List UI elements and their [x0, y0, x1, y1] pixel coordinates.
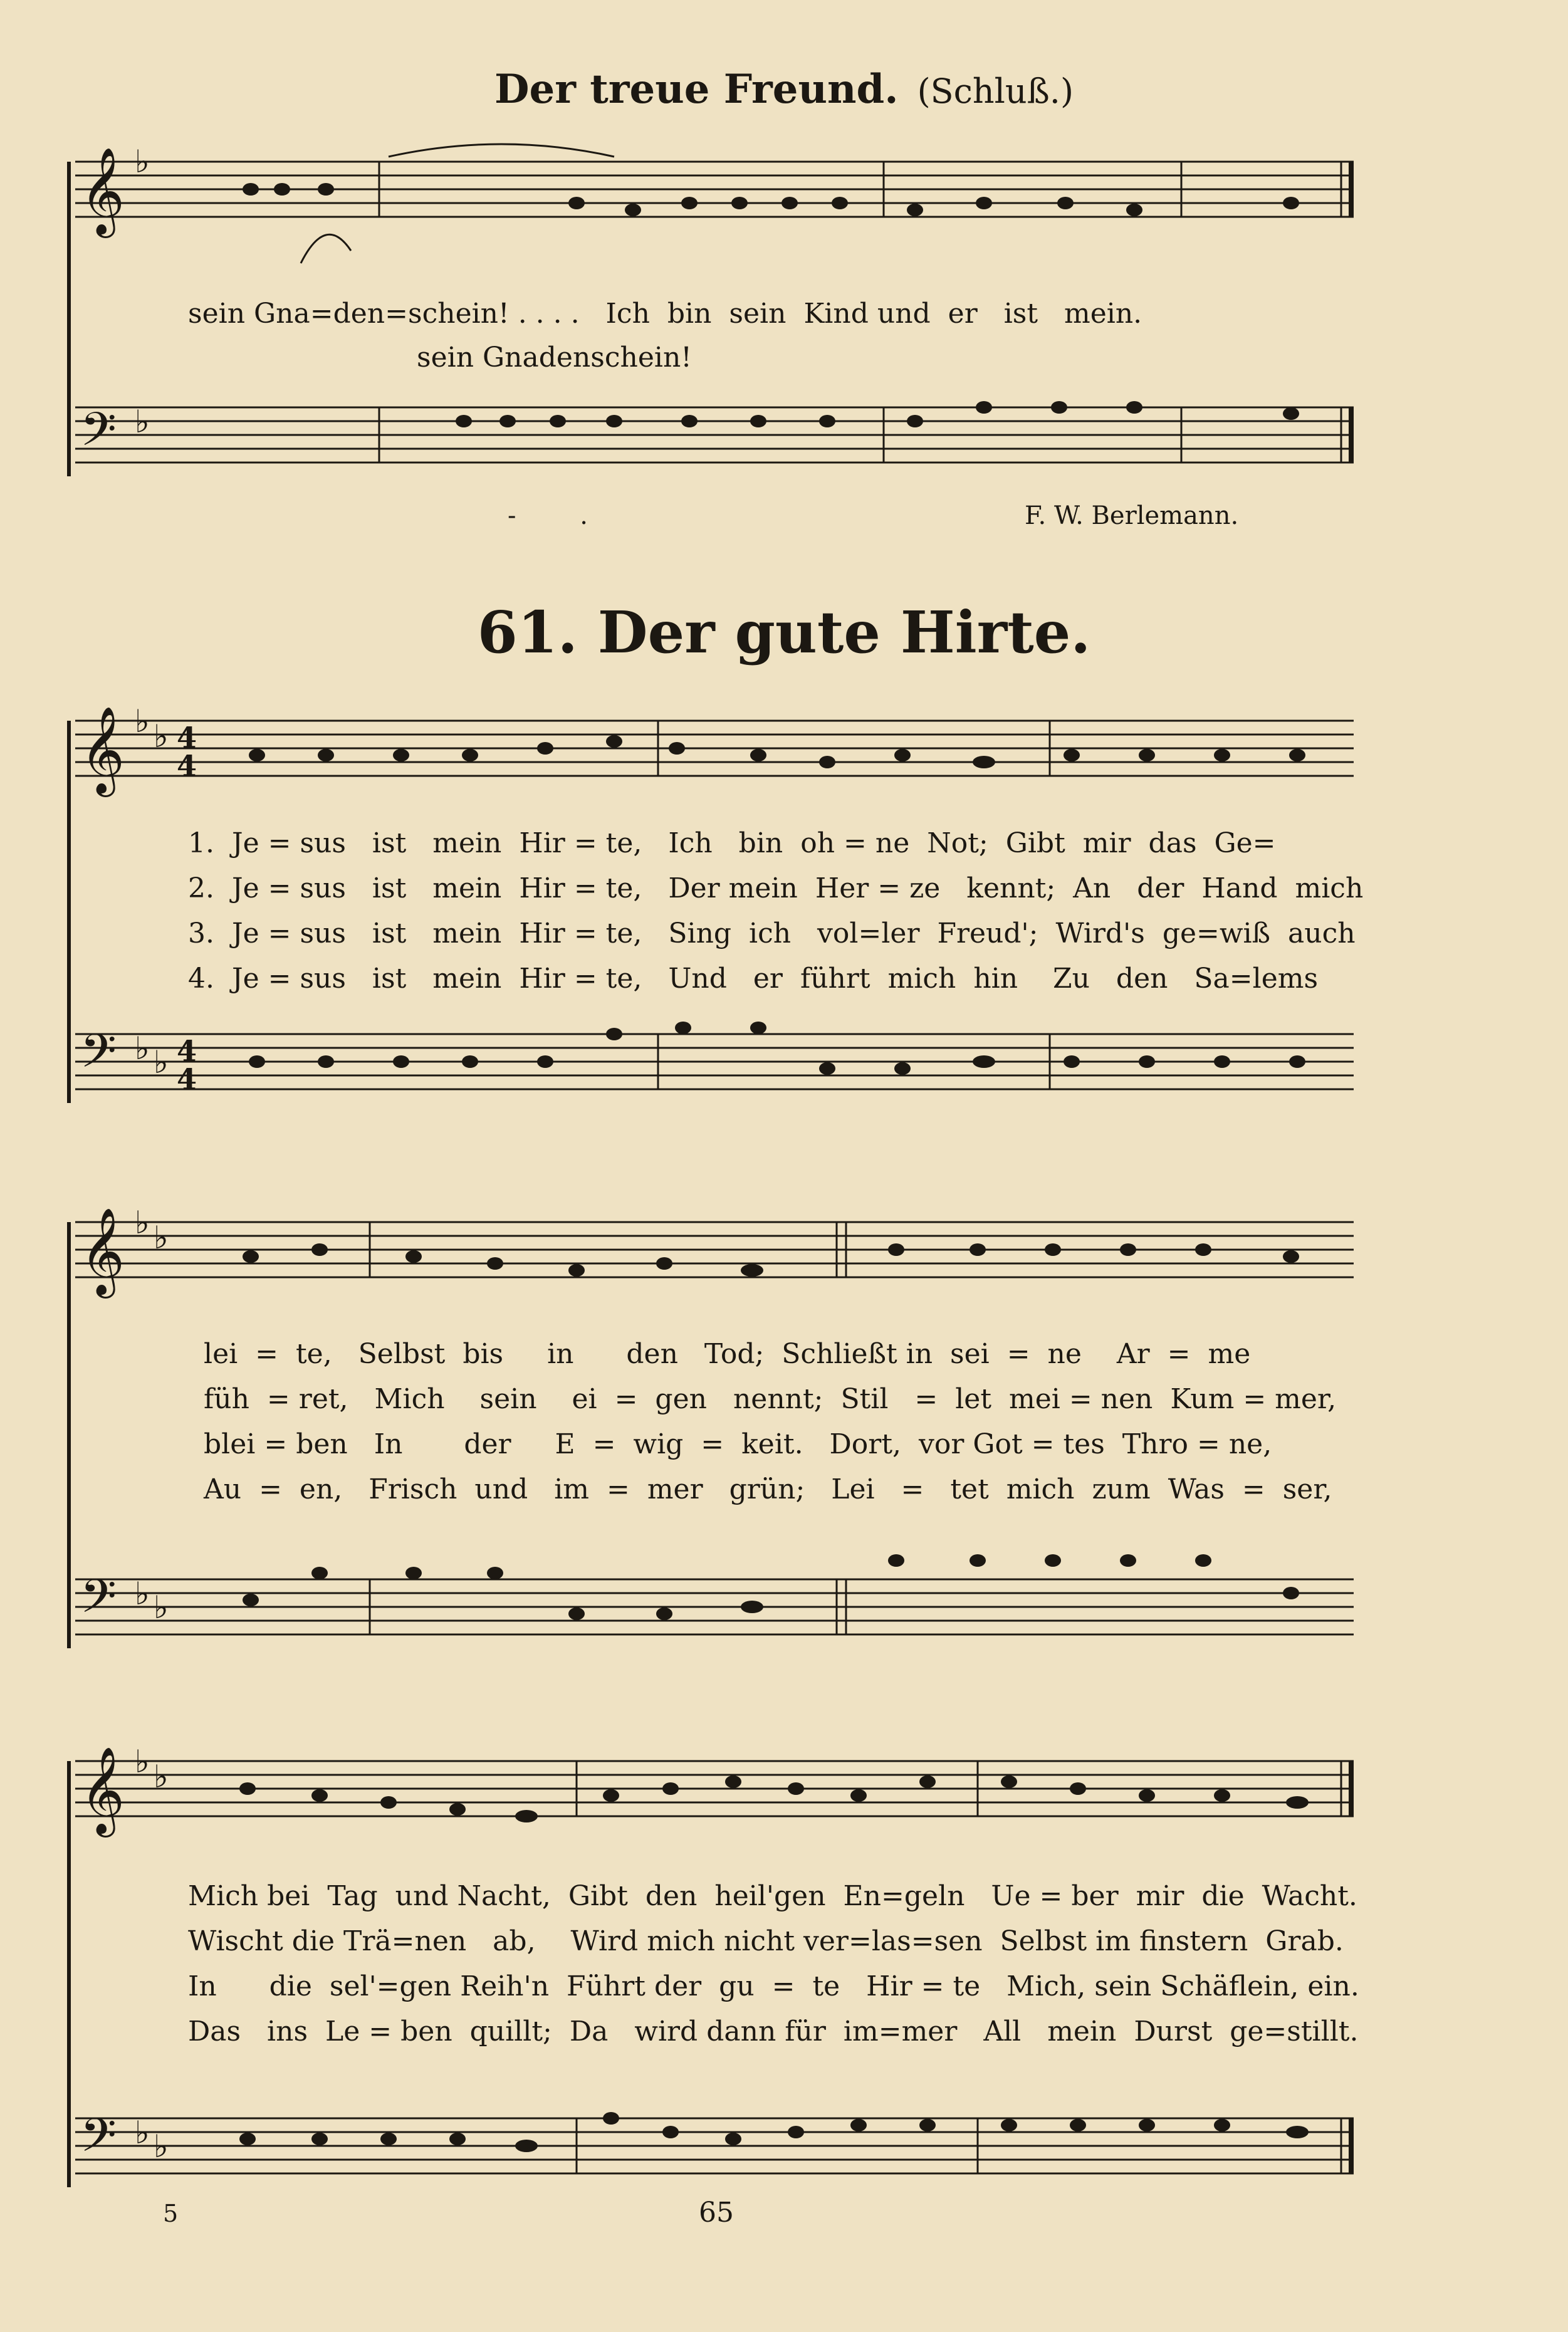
verse-line-s3-3: In die sel'=gen Reih'n Führt der gu = te Hir = te Mich, sein Schäflein, ein. [188, 1970, 1359, 2002]
page-number: 65 [699, 2197, 734, 2229]
verse-line-s1-2: 2. Je = sus ist mein Hir = te, Der mein Her = ze kennt; An der Hand mich [188, 872, 1364, 904]
previous-hymn-title-text: Der treue Freund. [494, 66, 899, 113]
svg-text:♭: ♭ [135, 404, 150, 440]
svg-text:𝄞: 𝄞 [80, 1208, 125, 1295]
svg-text:♭: ♭ [154, 2128, 169, 2165]
previous-hymn-continuation: (Schluß.) [917, 71, 1074, 111]
svg-text:♭: ♭ [154, 1589, 169, 1626]
hymn-title: 61. Der gute Hirte. [477, 599, 1091, 666]
prev-treble-staff [75, 162, 1354, 217]
verse-line-s2-3: blei = ben In der E = wig = keit. Dort, vor Got = tes Thro = ne, [204, 1428, 1272, 1460]
svg-text:4: 4 [177, 1062, 197, 1096]
s3-bass [75, 2118, 1354, 2173]
svg-text:♭: ♭ [135, 1576, 150, 1612]
svg-text:♭: ♭ [135, 144, 150, 180]
svg-text:𝄢: 𝄢 [80, 2108, 117, 2174]
verse-line-s2-2: füh = ret, Mich sein ei = gen nennt; Stil = let mei = nen Kum = mer, [204, 1383, 1337, 1415]
svg-text:𝄞: 𝄞 [80, 1747, 125, 1834]
svg-text:4: 4 [177, 721, 197, 755]
s1-bass [75, 1034, 1354, 1089]
previous-hymn-title [0, 66, 1568, 113]
previous-hymn-marks: - . [508, 501, 588, 530]
svg-text:𝄞: 𝄞 [80, 147, 125, 234]
svg-text:♭: ♭ [135, 2115, 150, 2151]
s2-bass [75, 1579, 1354, 1634]
verse-line-s3-4: Das ins Le = ben quillt; Da wird dann für im=mer All mein Durst ge=stillt. [188, 2016, 1359, 2047]
signature-mark: 5 [163, 2200, 179, 2227]
svg-text:𝄢: 𝄢 [80, 1024, 117, 1090]
svg-text:𝄞: 𝄞 [80, 706, 125, 793]
svg-text:𝄢: 𝄢 [80, 1569, 117, 1635]
verse-line-s2-4: Au = en, Frisch und im = mer grün; Lei = tet mich zum Was = ser, [204, 1473, 1332, 1505]
svg-text:♭: ♭ [154, 1220, 169, 1256]
s2-treble [75, 1222, 1354, 1277]
svg-text:♭: ♭ [154, 1044, 169, 1080]
verse-line-s3-2: Wischt die Trä=nen ab, Wird mich nicht ver=las=sen Selbst im finstern Grab. [188, 1925, 1344, 1957]
s1-treble [75, 721, 1354, 776]
previous-hymn-lyric-1: sein Gna=den=schein! . . . . Ich bin sein Kind und er ist mein. [188, 298, 1142, 330]
verse-line-s1-3: 3. Je = sus ist mein Hir = te, Sing ich vol=ler Freud'; Wird's ge=wiß auch [188, 918, 1356, 949]
svg-text:4: 4 [177, 1034, 197, 1068]
composer-credit: F. W. Berlemann. [1025, 501, 1239, 530]
verse-line-s1-4: 4. Je = sus ist mein Hir = te, Und er führt mich hin Zu den Sa=lems [188, 963, 1319, 995]
verse-line-s3-1: Mich bei Tag und Nacht, Gibt den heil'gen En=geln Ue = ber mir die Wacht. [188, 1880, 1357, 1912]
svg-text:♭: ♭ [135, 1030, 150, 1067]
svg-text:♭: ♭ [154, 718, 169, 755]
verse-line-s2-1: lei = te, Selbst bis in den Tod; Schließt in sei = ne Ar = me [204, 1338, 1251, 1370]
verse-line-s1-1: 1. Je = sus ist mein Hir = te, Ich bin oh = ne Not; Gibt mir das Ge= [188, 827, 1276, 859]
svg-text:𝄢: 𝄢 [80, 402, 117, 468]
svg-text:♭: ♭ [135, 703, 150, 740]
svg-text:♭: ♭ [135, 1205, 150, 1241]
svg-text:♭: ♭ [154, 1759, 169, 1795]
prev-bass-staff [75, 407, 1354, 463]
svg-text:♭: ♭ [135, 1744, 150, 1780]
s3-treble [75, 1761, 1354, 1816]
svg-text:4: 4 [177, 749, 197, 783]
previous-hymn-lyric-2: sein Gnadenschein! [417, 342, 692, 374]
